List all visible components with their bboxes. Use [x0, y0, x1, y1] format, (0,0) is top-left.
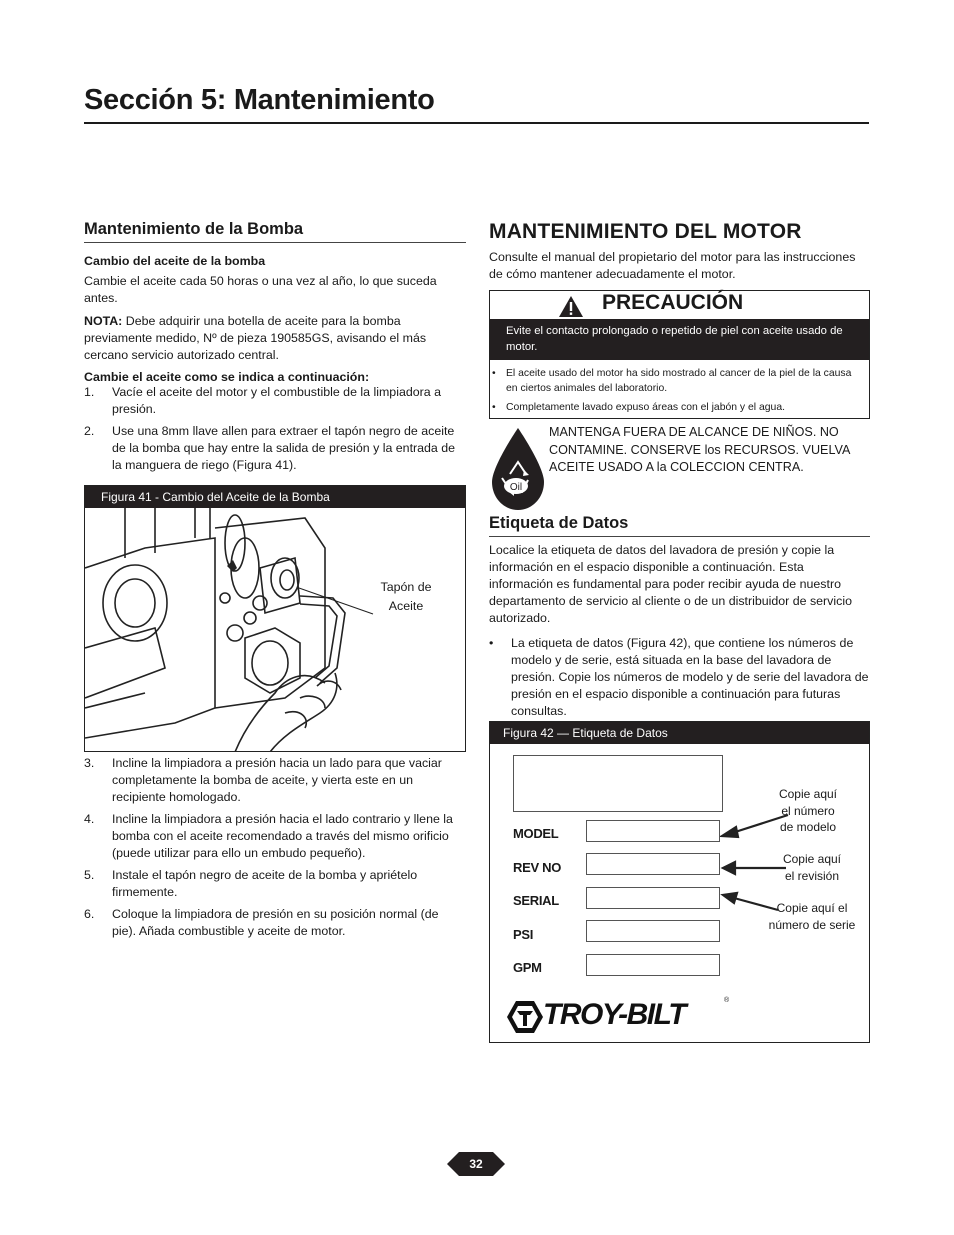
- page-number-badge: [447, 1151, 505, 1177]
- data-label-heading: Etiqueta de Datos: [489, 514, 870, 537]
- warning-icon: [558, 295, 584, 318]
- note-line: número de serie: [768, 917, 856, 932]
- data-label-bullet-text: La etiqueta de datos (Figura 42), que contiene los números de modelo y de serie, está situada en la base del lavadora de presión. Copie los números de modelo y de serie del lavadora de presión en el espacio disponible a continuación para futuras consultas.: [511, 636, 869, 718]
- serial-field[interactable]: [586, 887, 720, 909]
- step-1: [84, 384, 466, 418]
- data-label-intro: Localice la etiqueta de datos del lavadora de presión y copie la información en el espacio disponible a continuación. Esta información es fundamental para poder recibir ayuda de nuestro departamento de servicio al cliente o de un distribuidor de servicio autorizado.: [489, 543, 852, 625]
- field-label-serial: SERIAL: [513, 893, 559, 908]
- caution-bullet-text: Completamente lavado expuso áreas con el jabón y el agua.: [506, 402, 785, 413]
- caution-bullet-text: El aceite usado del motor ha sido mostrado al cancer de la piel de la causa en ciertos animales del laboratorio.: [506, 368, 852, 394]
- engine-maintenance-intro: Consulte el manual del propietario del motor para las instrucciones de cómo mantener adecuadamente el motor.: [489, 250, 856, 281]
- callout-line-2: Aceite: [388, 599, 424, 613]
- note-line: el revisión: [784, 868, 840, 883]
- step-text: Incline la limpiadora a presión hacia el lado contrario y llene la bomba con el aceite recomendado a través del mismo orificio (puede utilizar para ello un embudo pequeño).: [112, 812, 453, 860]
- pump-maintenance-section: [84, 220, 466, 479]
- caution-title: PRECAUCIÓN: [602, 291, 744, 314]
- steps-list-b: [84, 755, 466, 940]
- step-number: 5.: [84, 868, 95, 882]
- label-blank-box: [513, 755, 723, 812]
- pump-maintenance-heading: Mantenimiento de la Bomba: [84, 220, 466, 243]
- nota-label: NOTA:: [84, 314, 123, 328]
- psi-field[interactable]: [586, 920, 720, 942]
- caution-bullet: • Completamente lavado expuso áreas con el jabón y el agua.: [492, 402, 785, 413]
- note-model: [760, 786, 856, 836]
- step-number: 6.: [84, 907, 95, 921]
- step-4: [84, 811, 466, 862]
- oil-recycle-note: MANTENGA FUERA DE ALCANCE DE NIÑOS. NO CONTAMINE. CONSERVE los RECURSOS. VUELVA ACEITE USADO A la COLECCION CENTRA.: [549, 425, 850, 474]
- step-text: Coloque la limpiadora de presión en su posición normal (de pie). Añada combustible y aceite de motor.: [112, 907, 439, 938]
- page-title: Sección 5: Mantenimiento: [84, 84, 435, 116]
- rev-field[interactable]: [586, 853, 720, 875]
- steps-list-a: [84, 384, 466, 474]
- figure-42: [489, 721, 870, 1043]
- data-label-section: [489, 514, 870, 720]
- caution-bullets: [490, 360, 869, 415]
- note-serial: [758, 900, 866, 933]
- note-line: Copie aquí: [778, 787, 838, 801]
- brand-wordmark: TROY-BILT: [543, 998, 686, 1031]
- engine-maintenance-heading: MANTENIMIENTO DEL MOTOR: [489, 220, 802, 243]
- engine-maintenance-section: [489, 220, 870, 283]
- field-label-model: MODEL: [513, 826, 559, 841]
- note-line: Copie aquí el: [776, 901, 848, 915]
- step-text: Instale el tapón negro de aceite de la bomba y apriételo firmemente.: [112, 868, 418, 899]
- model-field[interactable]: [586, 820, 720, 842]
- step-3: [84, 755, 466, 806]
- oil-label: Oil: [509, 482, 523, 493]
- step-text: Vacíe el aceite del motor y el combustible de la limpiadora a presión.: [112, 385, 441, 416]
- oil-plug-callout: [375, 578, 437, 616]
- note-line: de modelo: [779, 820, 837, 834]
- step-2: [84, 423, 466, 474]
- caution-box: [489, 290, 870, 419]
- note-line: el número: [781, 803, 835, 818]
- nota-paragraph: [84, 313, 466, 364]
- step-6: [84, 906, 466, 940]
- oil-recycle-icon: [488, 426, 548, 512]
- caution-bullet: • El aceite usado del motor ha sido mostrado al cancer de la piel de la causa en ciertos animales del laboratorio.: [492, 368, 852, 394]
- figure-41: [84, 485, 466, 752]
- figure-41-caption: Figura 41 - Cambio del Aceite de la Bomba: [85, 486, 465, 508]
- oil-change-intro: Cambie el aceite cada 50 horas o una vez al año, lo que suceda antes.: [84, 274, 437, 305]
- pump-illustration: [85, 508, 465, 752]
- brand-registered-mark: ®: [724, 997, 730, 1004]
- step-number: 4.: [84, 812, 95, 826]
- page-number: 32: [469, 1157, 483, 1171]
- troy-bilt-mark-icon: [506, 999, 544, 1035]
- steps-list-b-wrap: [84, 755, 466, 945]
- nota-text: Debe adquirir una botella de aceite para la bomba previamente medido, Nº de pieza 190585GS, avisando el más cercano servicio autorizado central.: [84, 314, 427, 362]
- step-text: Incline la limpiadora a presión hacia un lado para que vaciar completamente la bomba de aceite, y vierta este en un recipiente homologado.: [112, 756, 442, 804]
- data-label-bullet: • La etiqueta de datos (Figura 42), que contiene los números de modelo y de serie, está situada en la base del lavadora de presión. Copie los números de modelo y de serie del lavadora de presión en el espacio disponible a continuación para futuras consultas.: [489, 636, 869, 718]
- caution-dark-text: Evite el contacto prolongado o repetido de piel con aceite usado de motor.: [490, 319, 869, 360]
- figure-42-caption: Figura 42 — Etiqueta de Datos: [490, 722, 869, 744]
- step-text: Use una 8mm llave allen para extraer el tapón negro de aceite de la bomba que hay entre la salida de presión y la entrada de la manguera de riego (Figura 41).: [112, 424, 456, 472]
- title-rule: [84, 122, 869, 124]
- gpm-field[interactable]: [586, 954, 720, 976]
- field-label-rev: REV NO: [513, 860, 562, 875]
- oil-change-title: Cambio del aceite de la bomba: [84, 254, 266, 268]
- field-label-gpm: GPM: [513, 960, 542, 975]
- field-label-psi: PSI: [513, 927, 534, 942]
- step-5: [84, 867, 466, 901]
- callout-line-1: Tapón de: [380, 580, 432, 594]
- step-number: 1.: [84, 385, 95, 399]
- step-number: 3.: [84, 756, 95, 770]
- note-revision: [760, 851, 864, 884]
- steps-title: Cambie el aceite como se indica a continuación:: [84, 370, 370, 384]
- step-number: 2.: [84, 424, 95, 438]
- note-line: Copie aquí: [782, 852, 842, 866]
- caution-header: [490, 291, 869, 319]
